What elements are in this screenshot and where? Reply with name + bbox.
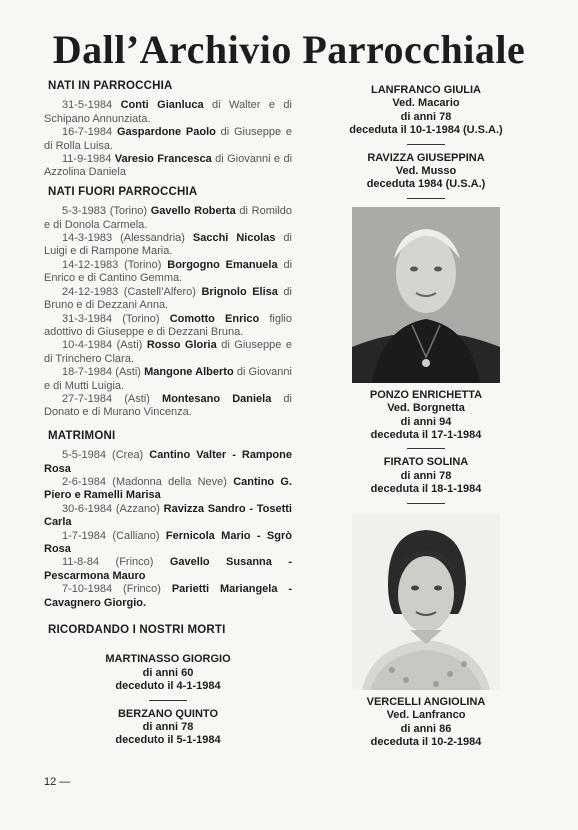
deceased-name: RAVIZZA GIUSEPPINA <box>367 151 485 164</box>
deceased-detail: Ved. Musso <box>395 165 457 178</box>
portrait-photo-vercelli-angiolina <box>352 514 500 690</box>
nati-fuori-entry <box>44 313 292 340</box>
deceased-detail: Ved. Macario <box>392 97 460 110</box>
deceased-detail: deceduta il 17-1-1984 <box>370 429 482 442</box>
morti-left-list <box>44 653 292 747</box>
matrimonio-name: Gavello Susanna - Pescarmona Mauro <box>44 556 292 582</box>
nati-fuori-name: Gavello Roberta <box>150 205 236 218</box>
nati-fuori-entry <box>44 205 292 232</box>
matrimonio-name: Cantino G. Piero e Ramelli Marisa <box>44 475 292 502</box>
nati-fuori-parents: di Romildo e di Donola Carmela. <box>44 205 292 231</box>
separator-line <box>149 700 187 701</box>
nati-in-date: 16-7-1984 <box>62 126 117 139</box>
nati-in-entry <box>44 153 292 180</box>
death-notice <box>44 653 292 693</box>
deceased-detail: di anni 94 <box>400 415 452 428</box>
matrimonio-date: 1-7-1984 (Calliano) <box>62 529 166 542</box>
matrimonio-date: 2-6-1984 (Madonna della Neve) <box>62 475 234 488</box>
deceased-name: LANFRANCO GIULIA <box>371 84 481 96</box>
nati-fuori-entry <box>44 259 292 286</box>
deceased-detail: deceduta 1984 (U.S.A.) <box>366 178 486 191</box>
matrimonio-name: Fernicola Mario - Sgrò Rosa <box>44 529 292 555</box>
morti-right-mid <box>348 389 504 504</box>
nati-fuori-date: 14-12-1983 (Torino) <box>62 258 168 271</box>
nati-in-parents: di Giuseppe e di Rolla Luisa. <box>44 126 292 152</box>
matrimoni-list <box>44 449 292 610</box>
death-notice <box>348 84 504 138</box>
deceased-detail: deceduto il 4-1-1984 <box>115 680 221 693</box>
nati-fuori-date: 5-3-1983 (Torino) <box>62 205 151 218</box>
matrimonio-name: Ravizza Sandro - Tosetti Carla <box>44 502 292 529</box>
death-notice <box>348 456 504 496</box>
nati-fuori-date: 18-7-1984 (Asti) <box>62 366 145 379</box>
right-column <box>348 84 504 749</box>
nati-in-list <box>44 99 292 179</box>
deceased-name: BERZANO QUINTO <box>117 707 219 720</box>
nati-fuori-parents: figlio adottivo di Giuseppe e di Dezzani Bruna. <box>44 312 292 338</box>
nati-fuori-date: 10-4-1984 (Asti) <box>62 339 147 352</box>
deceased-name: PONZO ENRICHETTA <box>369 388 483 401</box>
nati-in-name: Varesio Francesca <box>114 153 212 166</box>
nati-fuori-parents: di Giuseppe e di Trinchero Clara. <box>44 339 292 365</box>
nati-in-date: 11-9-1984 <box>62 153 115 166</box>
nati-in-date: 31-5-1984 <box>62 99 121 112</box>
deceased-detail: di anni 78 <box>400 469 452 482</box>
nati-fuori-name: Brignolo Elisa <box>201 285 278 298</box>
deceased-detail: di anni 60 <box>142 666 194 679</box>
nati-in-name: Conti Gianluca <box>120 99 204 112</box>
nati-fuori-entry <box>44 366 292 393</box>
matrimonio-entry <box>44 503 292 530</box>
deceased-detail: di anni 78 <box>400 110 452 123</box>
left-column <box>44 80 292 748</box>
deceased-detail: deceduta il 10-2-1984 <box>370 735 482 748</box>
matrimonio-name: Parietti Mariangela - Cavagnero Giorgio. <box>44 583 292 609</box>
death-notice <box>348 152 504 192</box>
matrimonio-date: 7-10-1984 (Frinco) <box>62 583 172 596</box>
nati-fuori-entry <box>44 339 292 366</box>
matrimonio-date: 11-8-84 (Frinco) <box>62 556 170 569</box>
nati-fuori-name: Borgogno Emanuela <box>167 258 278 271</box>
section-heading-nati-in: NATI IN PARROCCHIA <box>48 80 173 92</box>
separator-line <box>407 503 445 504</box>
nati-fuori-entry <box>44 232 292 259</box>
death-notice <box>348 696 504 750</box>
nati-fuori-entry <box>44 393 292 420</box>
nati-fuori-entry <box>44 286 292 313</box>
deceased-detail: Ved. Lanfranco <box>386 709 466 722</box>
page-title: Dall’Archivio Parrocchiale <box>52 27 526 72</box>
death-notice <box>44 708 292 748</box>
section-heading-nati-fuori: NATI FUORI PARROCCHIA <box>48 185 198 198</box>
matrimonio-name: Cantino Valter - Rampone Rosa <box>44 449 292 475</box>
deceased-detail: di anni 78 <box>142 721 194 734</box>
portrait-photo-ponzo-enrichetta <box>352 207 500 383</box>
death-notice <box>348 389 504 443</box>
matrimonio-date: 5-5-1984 (Crea) <box>62 449 150 462</box>
deceased-detail: deceduto il 5-1-1984 <box>115 734 221 747</box>
matrimonio-entry <box>44 476 292 503</box>
deceased-detail: deceduta il 10-1-1984 (U.S.A.) <box>349 124 503 137</box>
section-heading-morti: RICORDANDO I NOSTRI MORTI <box>48 624 226 637</box>
nati-fuori-date: 27-7-1984 (Asti) <box>62 392 163 405</box>
separator-line <box>407 198 445 199</box>
page-number: 12 — <box>44 776 71 788</box>
matrimonio-entry <box>44 583 292 610</box>
deceased-detail: di anni 86 <box>400 722 452 735</box>
nati-fuori-name: Comotto Enrico <box>169 312 260 325</box>
nati-fuori-list <box>44 205 292 420</box>
nati-fuori-name: Rosso Gloria <box>146 339 217 352</box>
deceased-name: VERCELLI ANGIOLINA <box>366 695 486 708</box>
separator-line <box>407 448 445 449</box>
matrimonio-entry <box>44 556 292 583</box>
deceased-detail: Ved. Borgnetta <box>387 402 465 415</box>
morti-right-top <box>348 84 504 199</box>
morti-right-bottom <box>348 696 504 750</box>
nati-in-parents: di Giovanni e di Azzolina Daniela <box>44 153 293 179</box>
deceased-detail: deceduta il 18-1-1984 <box>370 483 482 496</box>
nati-fuori-date: 24-12-1983 (Castell’Alfero) <box>62 285 202 298</box>
deceased-name: MARTINASSO GIORGIO <box>105 653 231 666</box>
matrimonio-entry <box>44 449 292 476</box>
nati-fuori-parents: di Luigi e di Rampone Maria. <box>44 232 292 258</box>
separator-line <box>407 144 445 145</box>
nati-fuori-parents: di Bruno e di Dezzani Anna. <box>44 285 292 312</box>
nati-fuori-parents: di Enrico e di Cantino Gemma. <box>44 258 293 285</box>
nati-in-entry <box>44 126 292 153</box>
nati-in-parents: di Walter e di Schipano Annunziata. <box>44 99 292 125</box>
nati-in-name: Gaspardone Paolo <box>116 126 216 139</box>
nati-fuori-parents: di Donato e di Murano Vincenza. <box>44 392 292 419</box>
nati-fuori-date: 31-3-1984 (Torino) <box>62 312 170 325</box>
deceased-name: FIRATO SOLINA <box>383 456 469 469</box>
matrimonio-date: 30-6-1984 (Azzano) <box>62 502 164 515</box>
matrimonio-entry <box>44 530 292 557</box>
nati-in-entry <box>44 99 292 126</box>
nati-fuori-name: Montesano Daniela <box>162 392 272 405</box>
nati-fuori-name: Mangone Alberto <box>144 366 234 379</box>
nati-fuori-name: Sacchi Nicolas <box>192 232 276 245</box>
section-heading-matrimoni: MATRIMONI <box>48 429 116 442</box>
nati-fuori-date: 14-3-1983 (Alessandria) <box>62 232 193 245</box>
nati-fuori-parents: di Giovanni e di Mutti Luigia. <box>44 366 292 392</box>
